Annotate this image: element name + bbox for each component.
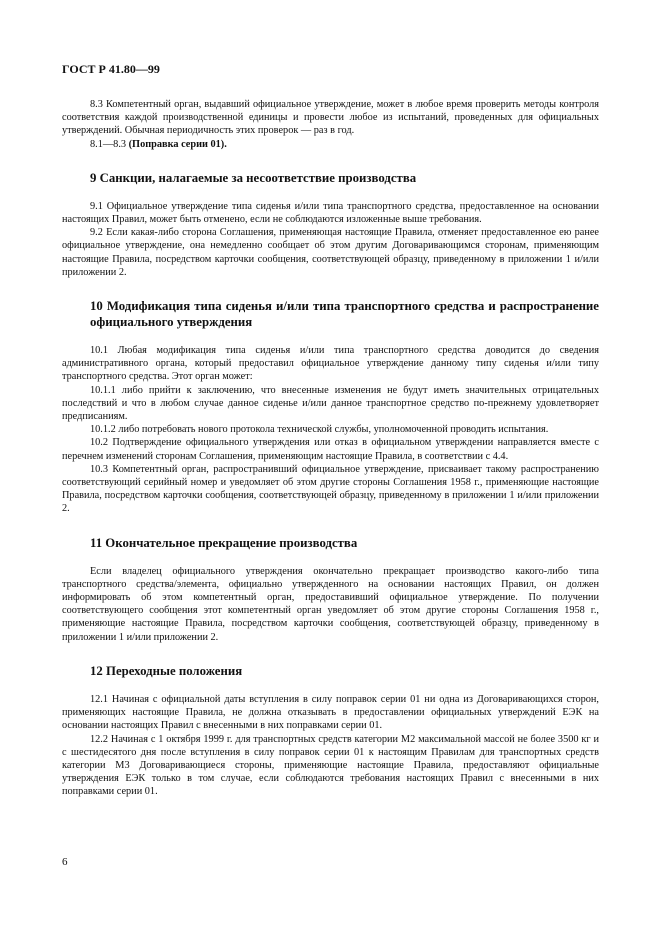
document-header: ГОСТ Р 41.80—99 <box>62 62 160 76</box>
paragraph-10-1: 10.1 Любая модификация типа сиденья и/или типа транспортного средства доводится до сведения административного органа, который предоставил официальное утверждение данному типу сиденья и/или типу транспортного средства. Этот орган может: <box>62 345 599 383</box>
section-12-title: 12 Переходные положения <box>90 663 243 678</box>
paragraph-10-2: 10.2 Подтверждение официального утверждения или отказ в официальном утверждении направляется вместе с перечнем изменений сторонам Соглашения, применяющим настоящие Правила, в соответствии с 4.4. <box>62 437 599 462</box>
paragraph-11: Если владелец официального утверждения окончательно прекращает производство какого-либо типа транспортного средства/элемента, официально утвержденного на основании настоящих Правил, он должен информировать об этом компетентный орган, предоставивший официальное утверждение. По получении соответствующего сообщения этот компетентный орган уведомляет об этом другие стороны Соглашения 1958 г., применяющие настоящие Правила, посредством карточки сообщения, соответствующей образцу, приведенному в приложении 1 и/или приложении 2. <box>62 565 599 643</box>
paragraph-9-2: 9.2 Если какая-либо сторона Соглашения, применяющая настоящие Правила, отменяет предоставленное ею ранее официальное утверждение, она немедленно сообщает об этом другим Договаривающимся сторонам, применяющим настоящие Правила, посредством карточки сообщения, соответствующей образцу, приведенному в приложении 1 и/или приложении 2. <box>62 227 599 278</box>
paragraph-10-3: 10.3 Компетентный орган, распространивший официальное утверждение, присваивает такому распространению соответствующий серийный номер и уведомляет об этом другие стороны Соглашения 1958 г., применяющие настоящие Правила, посредством карточки сообщения, соответствующей образцу, приведенному в приложении 1 и/или приложении 2. <box>62 463 599 515</box>
section-9-title: 9 Санкции, налагаемые за несоответствие производства <box>90 170 417 185</box>
paragraph-9-1: 9.1 Официальное утверждение типа сиденья и/или типа транспортного средства, предоставленное на основании настоящих Правил, может быть отменено, если не соблюдаются изложенные выше требования. <box>62 200 599 226</box>
paragraph-12-1: 12.1 Начиная с официальной даты вступления в силу поправок серии 01 ни одна из Договаривающихся сторон, применяющих настоящие Правила, не должна отказывать в предоставлении официальных утверждений ЕЭК на основании настоящих Правил с внесенными в них поправками серии 01. <box>62 693 599 732</box>
paragraph-12-2: 12.2 Начиная с 1 октября 1999 г. для транспортных средств категории М2 максимальной массой не более 3500 кг и с шестидесятого дня после вступления в силу поправок серии 01 к настоящим Правилам для транспортных средств категории М3 Договаривающиеся стороны, применяющие настоящие Правила, предоставляют официальные утверждения ЕЭК только в том случае, если соблюдаются требования настоящих Правил с внесенными в них поправками серии 01. <box>62 733 599 798</box>
amendment-ref: 8.1—8.3 <box>90 138 127 150</box>
page-number: 6 <box>62 856 68 868</box>
paragraph-8-3: 8.3 Компетентный орган, выдавший официальное утверждение, может в любое время проверить методы контроля соответствия каждой производственной единицы и провести любое из испытаний, проведенных для официальных утверждений. Обычная периодичность этих проверок — раз в год. <box>62 99 599 137</box>
section-11-title: 11 Окончательное прекращение производства <box>90 535 358 550</box>
paragraph-10-1-1: 10.1.1 либо прийти к заключению, что внесенные изменения не будут иметь значительных отрицательных последствий и что в любом случае данное сиденье и/или данное транспортное средство по-прежнему удовлетворяет предписаниям. <box>62 384 599 423</box>
amendment-note <box>62 138 599 151</box>
paragraph-10-1-2: 10.1.2 либо потребовать нового протокола технической службы, уполномоченной проводить испытания. <box>90 424 549 436</box>
page-content <box>62 98 599 799</box>
section-10-title: 10 Модификация типа сиденья и/или типа транспортного средства и распространение официального утверждения <box>90 299 599 330</box>
amendment-text: (Поправка серии 01). <box>128 138 227 150</box>
